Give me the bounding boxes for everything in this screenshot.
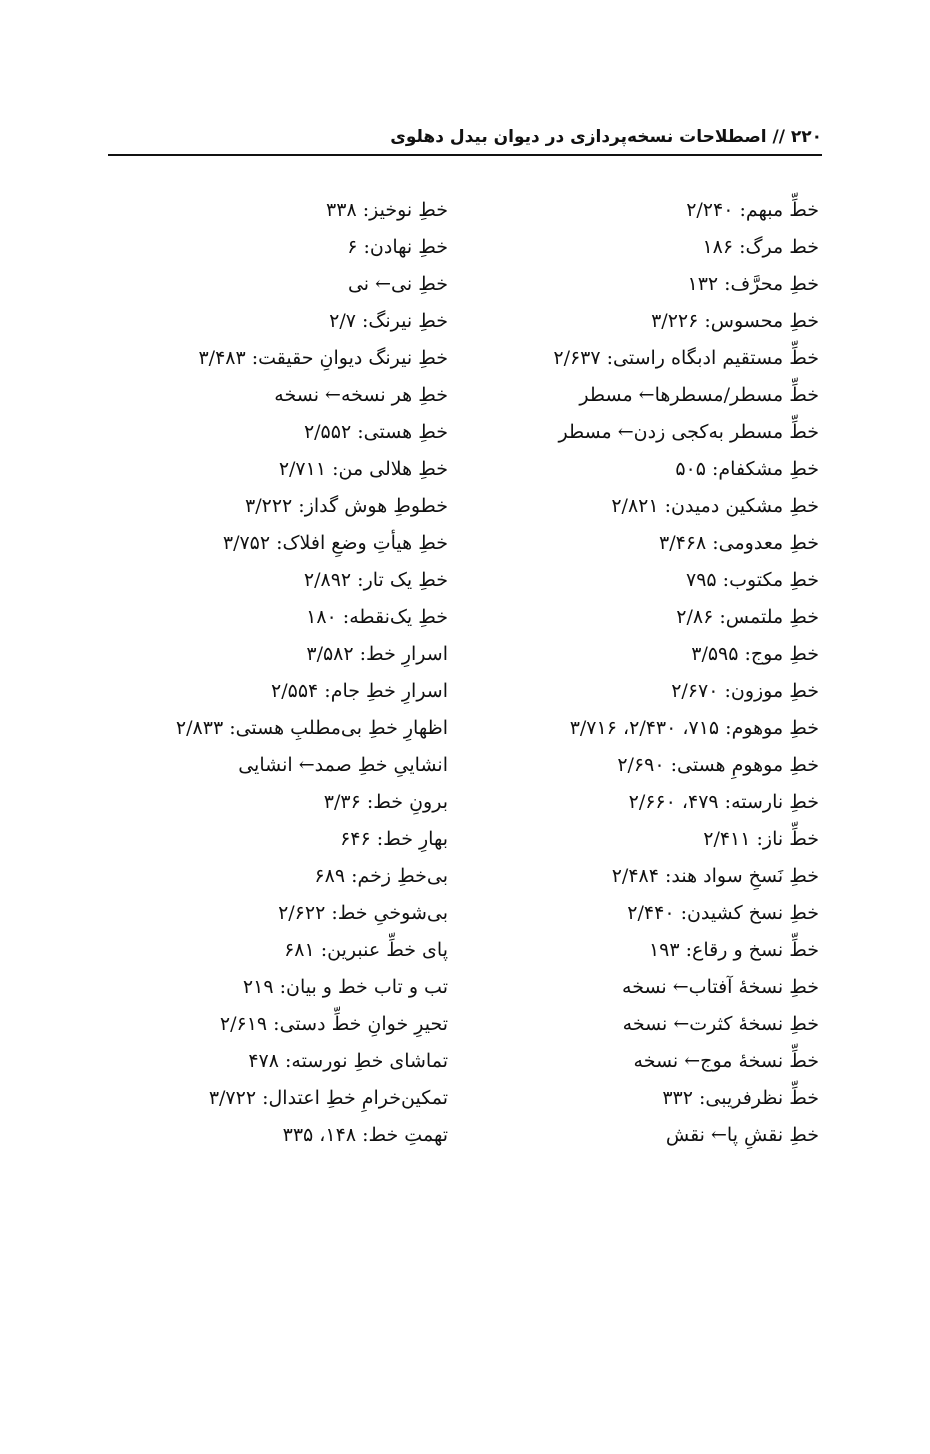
index-entry: خطِ نارسته: ۴۷۹، ۲/۶۶۰ [628, 791, 819, 813]
index-entry: خطِّ مسطر به‌کجی زدن← مسطر [558, 421, 819, 443]
index-entry: تمکین‌خرامِ خطِ اعتدال: ۳/۷۲۲ [208, 1087, 448, 1109]
index-entry: خطِ ملتمس: ۲/۸۶ [676, 606, 819, 628]
index-entry: خطِ مکتوب: ۷۹۵ [686, 569, 819, 591]
index-entry: خطِ موزون: ۲/۶۷۰ [671, 680, 819, 702]
header-rule [108, 154, 822, 156]
index-entry: اظهارِ خطِ بی‌مطلبِ هستی: ۲/۸۳۳ [175, 717, 448, 739]
index-entry: خطِ نسخهٔ آفتاب← نسخه [622, 976, 819, 998]
index-entry: تهمتِ خط: ۱۴۸، ۳۳۵ [282, 1124, 448, 1146]
index-entry: خطِّ مستقیم ادبگاه راستی: ۲/۶۳۷ [553, 347, 819, 369]
index-entry: خطِّ ناز: ۲/۴۱۱ [703, 828, 819, 850]
index-entry: خطِ نوخیز: ۳۳۸ [326, 199, 448, 221]
index-entry: خطِ نسخ کشیدن: ۲/۴۴۰ [627, 902, 819, 924]
index-entry: خطِ نسخهٔ کثرت← نسخه [622, 1013, 819, 1035]
index-entry: خطِ نهادن: ۶ [347, 236, 448, 258]
index-entry: خطِ مشکفام: ۵۰۵ [675, 458, 819, 480]
index-entry: خطِّ نظرفریبی: ۳۳۲ [662, 1087, 819, 1109]
index-entry: خطِّ مبهم: ۲/۲۴۰ [686, 199, 819, 221]
running-header: ۲۲۰ // اصطلاحات نسخه‌پردازی در دیوان بیدل دهلوی [390, 127, 822, 147]
index-entry: تماشای خطِ نورسته: ۴۷۸ [248, 1050, 448, 1072]
index-entry: خطِ موج: ۳/۵۹۵ [691, 643, 819, 665]
index-entry: خطِ مشکین دمیدن: ۲/۸۲۱ [611, 495, 819, 517]
index-entry: خطِ یک تار: ۲/۸۹۲ [303, 569, 448, 591]
index-entry: خطِ هلالی من: ۲/۷۱۱ [278, 458, 448, 480]
index-entry: خطِ نی← نی [347, 273, 448, 295]
index-entry: خطِ نیرنگ: ۲/۷ [329, 310, 448, 332]
index-entry: خطِ محسوس: ۳/۲۲۶ [651, 310, 819, 332]
index-entry: خطِ معدومی: ۳/۴۶۸ [658, 532, 819, 554]
index-entry: خطِ یک‌نقطه: ۱۸۰ [306, 606, 448, 628]
index-entry: خطِ نقشِ پا← نقش [665, 1124, 819, 1146]
index-entry: خطِ موهوم: ۷۱۵، ۲/۴۳۰، ۳/۷۱۶ [569, 717, 819, 739]
page-header [108, 118, 822, 156]
index-entry: بهارِ خط: ۶۴۶ [340, 828, 448, 850]
index-entry: خط مرگ: ۱۸۶ [702, 236, 819, 258]
index-entry: خطِّ مسطر/مسطرها← مسطر [579, 384, 819, 406]
index-entry: بی‌خطِ زخم: ۶۸۹ [314, 865, 448, 887]
index-entry: خطِ هستی: ۲/۵۵۲ [303, 421, 448, 443]
index-entry: تحیرِ خوانِ خطِّ دستی: ۲/۶۱۹ [219, 1013, 448, 1035]
index-entry: اسرارِ خط: ۳/۵۸۲ [306, 643, 448, 665]
index-entry: انشاییِ خطِ صمد← انشایی [238, 754, 448, 776]
index-entry: پای خطِّ عنبرین: ۶۸۱ [284, 939, 448, 961]
index-entry: تب و تاب خط و بیان: ۲۱۹ [242, 976, 448, 998]
index-entry: خطِ نَسخِ سواد هند: ۲/۴۸۴ [611, 865, 819, 887]
index-entry: خطِّ نسخ و رقاع: ۱۹۳ [648, 939, 819, 961]
index-entry: خطوطِ هوش گداز: ۳/۲۲۲ [245, 495, 448, 517]
index-column-left [88, 192, 448, 1154]
index-entry: برونِ خط: ۳/۳۶ [323, 791, 448, 813]
index-entry: اسرارِ خطِ جام: ۲/۵۵۴ [271, 680, 448, 702]
index-entry: خطِ محرَّف: ۱۳۲ [687, 273, 819, 295]
index-entry: خطِ هر نسخه← نسخه [274, 384, 448, 406]
index-column-right [459, 192, 819, 1154]
index-entry: خطِّ نسخهٔ موج← نسخه [633, 1050, 819, 1072]
index-entry: خطِ موهومِ هستی: ۲/۶۹۰ [617, 754, 819, 776]
index-entry: بی‌شوخیِ خط: ۲/۶۲۲ [278, 902, 448, 924]
index-entry: خطِ هیأتِ وضعِ افلاک: ۳/۷۵۲ [222, 532, 448, 554]
index-entry: خطِ نیرنگ دیوانِ حقیقت: ۳/۴۸۳ [198, 347, 448, 369]
